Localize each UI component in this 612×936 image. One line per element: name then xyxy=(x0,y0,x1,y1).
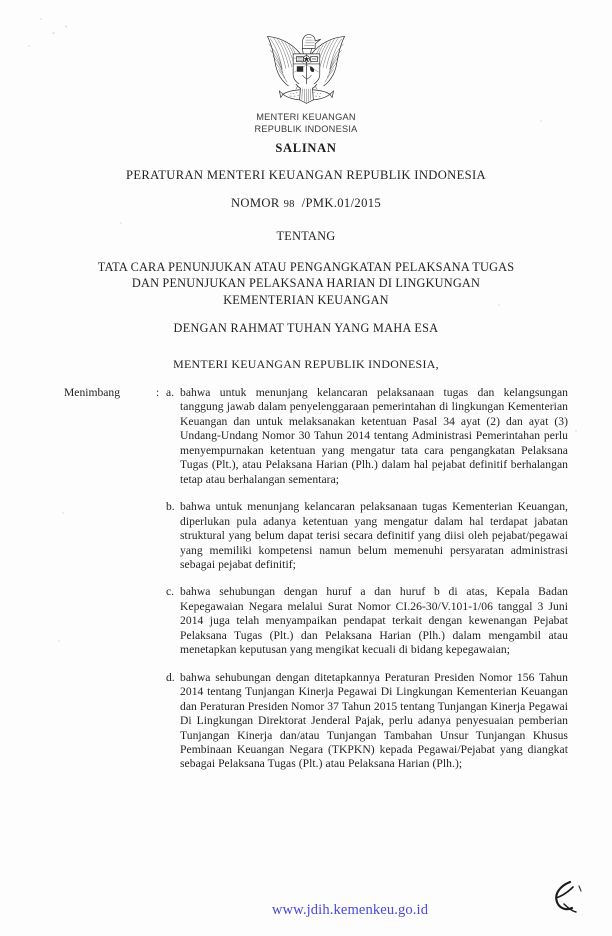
copy-mark: SALINAN xyxy=(275,141,337,155)
considering-section xyxy=(0,386,612,785)
letterhead-line-2: REPUBLIK INDONESIA xyxy=(254,123,358,134)
regulation-heading: PERATURAN MENTERI KEUANGAN REPUBLIK INDONESIA xyxy=(126,168,486,182)
scan-speck xyxy=(120,222,122,224)
considering-item xyxy=(166,585,568,657)
subject-line-2: DAN PENUNJUKAN PELAKSANA HARIAN DI LINGKUNGAN xyxy=(131,276,481,291)
nomor-suffix: /PMK.01/2015 xyxy=(301,196,382,210)
item-marker: c. xyxy=(166,585,175,599)
item-text: bahwa untuk menunjang kelancaran pelaksanaan tugas dan kelangsungan tanggung jawab dalam penyelenggaraan pemerintahan di lingkungan Kementerian Keuangan dan untuk melaksanakan ketentuan Pasal 34 ayat (2) dan ayat (3) Undang-Undang Nomor 30 Tahun 2014 tentang Administrasi Pemerintahan perlu menyempurnakan ketentuan yang mengatur tata cara pengangkatan Pelaksana Tugas (Plt.), atau Pelaksana Harian (Plh.) dalam hal pejabat definitif berhalangan tetap atau berhalangan sementara; xyxy=(180,386,568,486)
item-marker: b. xyxy=(166,500,175,514)
regulation-subject xyxy=(56,259,556,308)
issuing-authority: MENTERI KEUANGAN REPUBLIK INDONESIA, xyxy=(173,357,439,371)
tentang-label: TENTANG xyxy=(276,229,336,243)
scan-speck xyxy=(65,25,67,28)
invocation: DENGAN RAHMAT TUHAN YANG MAHA ESA xyxy=(173,321,439,335)
considering-item xyxy=(166,500,568,572)
handwritten-initial-mark xyxy=(540,878,596,930)
subject-line-3: KEMENTERIAN KEUANGAN xyxy=(223,292,389,307)
considering-items xyxy=(166,386,612,785)
letterhead xyxy=(0,112,612,135)
item-text: bahwa untuk menunjang kelancaran pelaksanaan tugas Kementerian Keuangan, diperlukan pula adanya ketentuan yang mengatur dalam hal terdapat jabatan struktural yang belum dapat terisi secara definitif yang diisi oleh pejabat/pegawai yang memiliki kompetensi namun belum memenuhi persyaratan administrasi sebagai pejabat definitif; xyxy=(180,500,568,571)
subject-line-1: TATA CARA PENUNJUKAN ATAU PENGANGKATAN PELAKSANA TUGAS xyxy=(97,260,515,274)
considering-item xyxy=(166,671,568,772)
considering-colon: : xyxy=(156,386,160,399)
garuda-pancasila-emblem xyxy=(260,30,352,108)
letterhead-line-1: MENTERI KEUANGAN xyxy=(256,112,356,122)
item-text: bahwa sehubungan dengan ditetapkannya Peraturan Presiden Nomor 156 Tahun 2014 tentang Tunjangan Kinerja Pegawai Di Lingkungan Kementerian Keuangan dan Peraturan Presiden Nomor 37 Tahun 2015 tentang Tunjangan Kinerja Pegawai Di Lingkungan Direktorat Jenderal Pajak, perlu adanya penyesuaian pemberian Tunjangan Kinerja dan/atau Tunjangan Tambahan Unsur Tunjangan Khusus Pembinaan Keuangan Negara (TKPKN) kepada Pegawai/Pejabat yang diangkat sebagai Pelaksana Tugas (Plt.) atau Pelaksana Harian (Plh.); xyxy=(180,670,568,771)
nomor-prefix: NOMOR xyxy=(230,196,280,210)
regulation-number xyxy=(56,196,556,211)
jdih-url-watermark[interactable]: www.jdih.kemenkeu.go.id xyxy=(271,902,429,918)
considering-row xyxy=(0,386,612,785)
scan-speck xyxy=(40,18,42,20)
considering-item xyxy=(166,386,568,487)
item-text: bahwa sehubungan dengan huruf a dan huruf b di atas, Kepala Badan Kepegawaian Negara melalui Surat Nomor CI.26-30/V.101-1/06 tanggal 3 Juni 2014 juga telah menyampaikan pendapat terkait dengan kewenangan Pejabat Pelaksana Tugas (Plt.) dan Pelaksana Harian (Plh.) dalam mengambil atau menetapkan keputusan yang mengikat kecuali di bidang kepegawaian; xyxy=(180,585,568,657)
nomor-value: 98 xyxy=(283,199,295,210)
item-marker: d. xyxy=(166,670,175,684)
emblem-container xyxy=(0,30,612,108)
considering-label: Menimbang xyxy=(64,386,121,399)
item-marker: a. xyxy=(166,386,175,399)
